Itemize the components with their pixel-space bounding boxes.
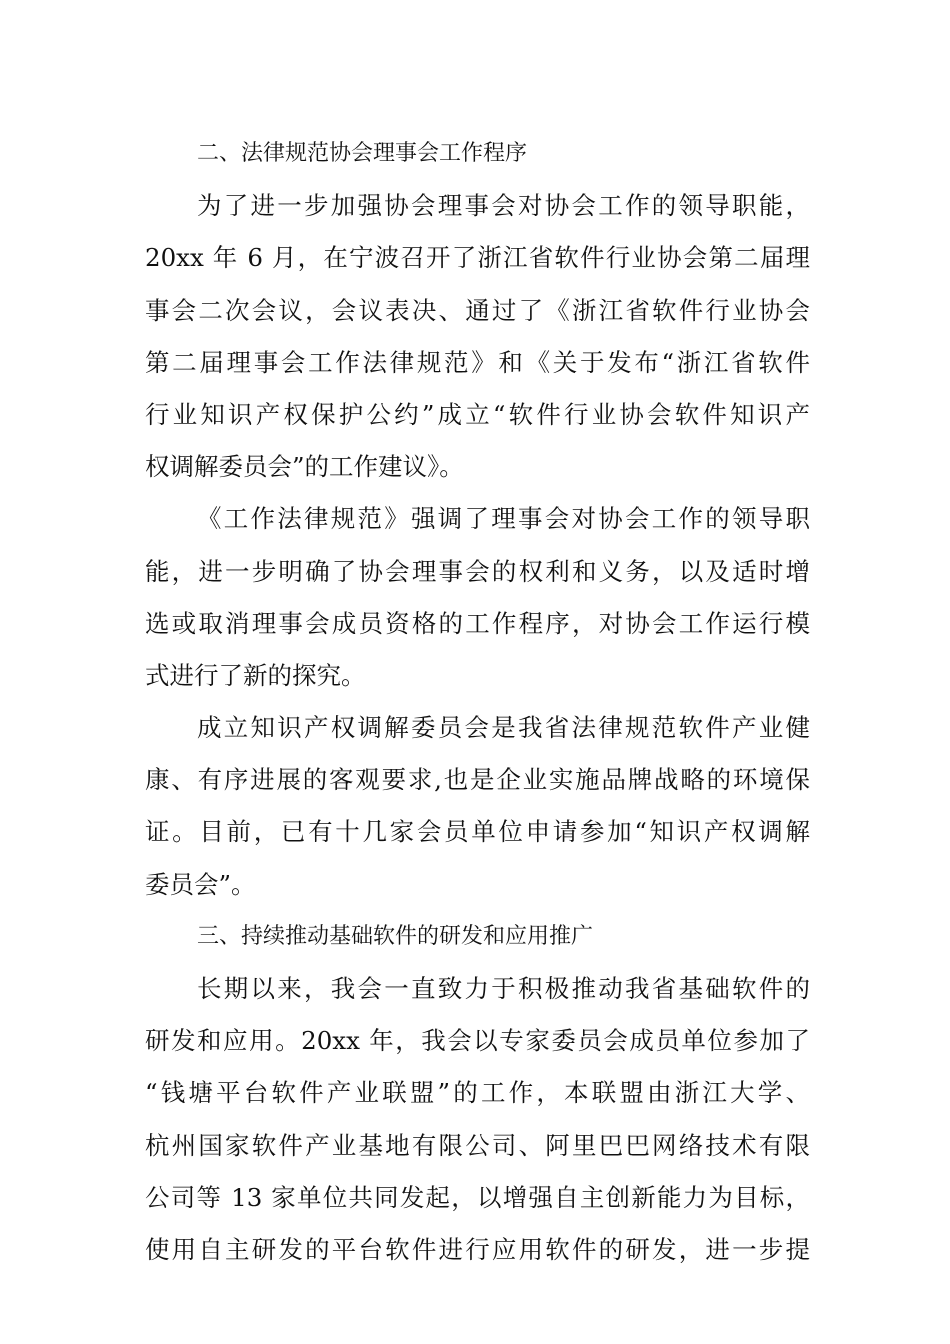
paragraph-line: 行业知识产权保护公约”成立“软件行业协会软件知识产	[145, 399, 810, 429]
paragraph-line: 康、有序进展的客观要求,也是企业实施品牌战略的环境保	[145, 765, 810, 795]
paragraph-line: 证。目前，已有十几家会员单位申请参加“知识产权调解	[145, 817, 810, 847]
paragraph-line: “钱塘平台软件产业联盟”的工作，本联盟由浙江大学、	[145, 1078, 810, 1108]
paragraph-line: 公司等 13 家单位共同发起，以增强自主创新能力为目标，	[145, 1182, 810, 1212]
paragraph-line: 《工作法律规范》强调了理事会对协会工作的领导职	[197, 504, 810, 534]
paragraph-line: 成立知识产权调解委员会是我省法律规范软件产业健	[197, 713, 810, 743]
paragraph-line: 能，进一步明确了协会理事会的权利和义务，以及适时增	[145, 556, 810, 586]
paragraph-line: 研发和应用。20xx 年，我会以专家委员会成员单位参加了	[145, 1026, 810, 1056]
section-heading: 二、法律规范协会理事会工作程序	[197, 141, 528, 166]
paragraph-line: 权调解委员会”的工作建议》。	[145, 452, 464, 482]
section-heading: 三、持续推动基础软件的研发和应用推广	[197, 923, 594, 949]
document-body	[145, 128, 810, 1276]
paragraph-line: 式进行了新的探究。	[145, 660, 366, 690]
paragraph-line: 杭州国家软件产业基地有限公司、阿里巴巴网络技术有限	[145, 1130, 810, 1160]
paragraph-line: 长期以来，我会一直致力于积极推动我省基础软件的	[197, 974, 810, 1003]
paragraph-line: 使用自主研发的平台软件进行应用软件的研发，进一步提	[145, 1234, 810, 1264]
paragraph-line: 选或取消理事会成员资格的工作程序，对协会工作运行模	[145, 608, 810, 638]
paragraph-line: 为了进一步加强协会理事会对协会工作的领导职能，	[197, 191, 810, 221]
paragraph-line: 事会二次会议，会议表决、通过了《浙江省软件行业协会	[145, 295, 810, 325]
paragraph-line: 第二届理事会工作法律规范》和《关于发布“浙江省软件	[145, 347, 810, 377]
paragraph-line: 委员会”。	[145, 869, 256, 899]
paragraph-line: 20xx 年 6 月，在宁波召开了浙江省软件行业协会第二届理	[145, 243, 810, 273]
